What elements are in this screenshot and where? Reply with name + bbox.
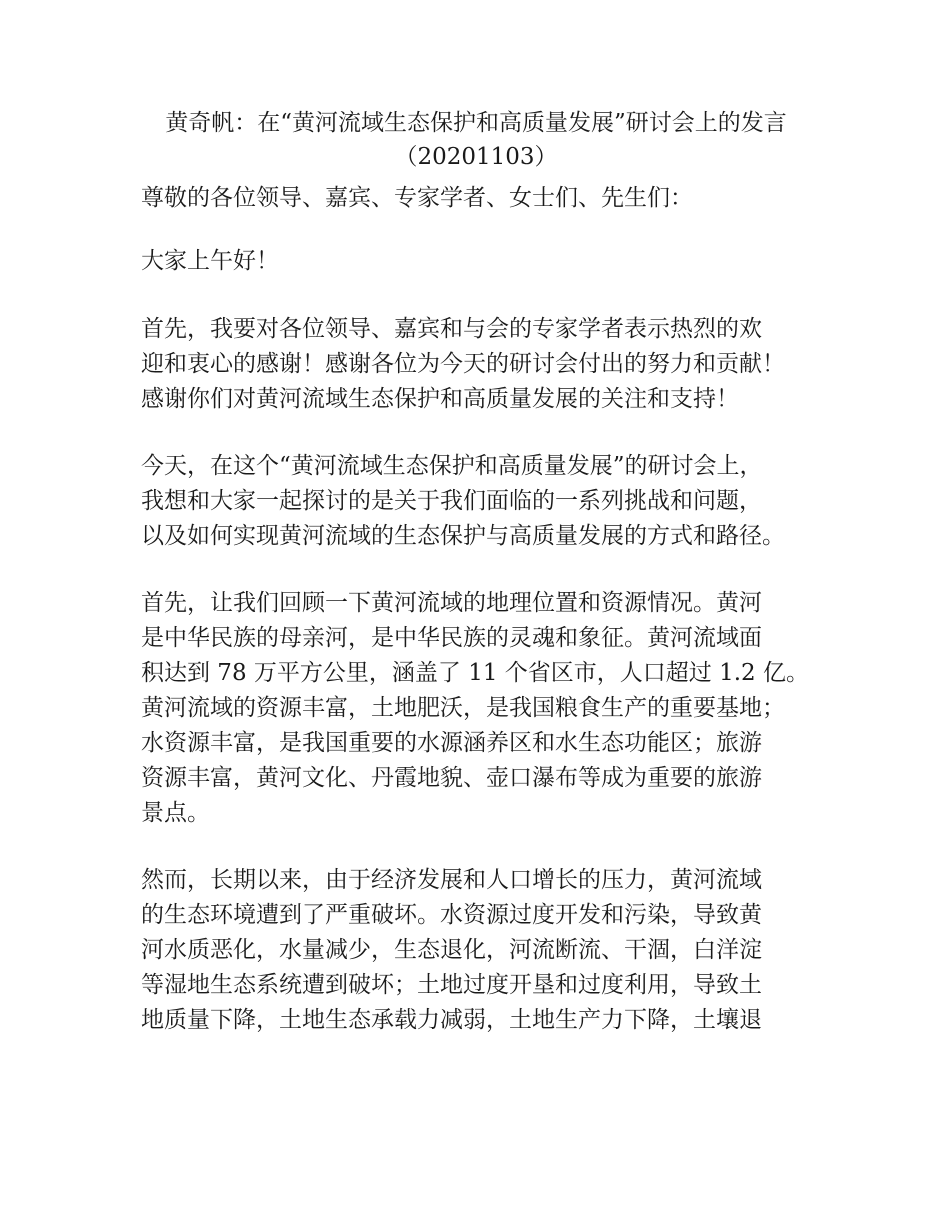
paragraph-line: 河水质恶化，水量减少，生态退化，河流断流、干涸，白洋淀 <box>141 937 762 963</box>
document-page <box>141 106 821 1038</box>
paragraph-line: 尊敬的各位领导、嘉宾、专家学者、女士们、先生们： <box>141 185 693 211</box>
paragraph-line: 水资源丰富，是我国重要的水源涵养区和水生态功能区；旅游 <box>141 730 762 756</box>
paragraph-line: 景点。 <box>141 800 210 826</box>
paragraph-line: 首先，让我们回顾一下黄河流域的地理位置和资源情况。黄河 <box>141 590 762 616</box>
paragraph-line: 然而，长期以来，由于经济发展和人口增长的压力，黄河流域 <box>141 867 762 893</box>
document-date: （20201103） <box>394 144 558 170</box>
paragraph-line: 感谢你们对黄河流域生态保护和高质量发展的关注和支持！ <box>141 386 739 412</box>
paragraph-line: 黄河流域的资源丰富，土地肥沃，是我国粮食生产的重要基地； <box>141 695 785 721</box>
greeting-paragraph <box>141 244 811 279</box>
paragraph-line: 以及如何实现黄河流域的生态保护与高质量发展的方式和路径。 <box>141 523 785 549</box>
paragraph-line: 今天，在这个“黄河流域生态保护和高质量发展”的研讨会上， <box>141 453 763 479</box>
paragraph-line: 地质量下降，土地生态承载力减弱，土地生产力下降，土壤退 <box>141 1007 762 1033</box>
problems-paragraph <box>141 863 811 1038</box>
thanks-paragraph <box>141 312 811 417</box>
paragraph-line: 首先，我要对各位领导、嘉宾和与会的专家学者表示热烈的欢 <box>141 316 762 342</box>
paragraph-line: 资源丰富，黄河文化、丹霞地貌、壶口瀑布等成为重要的旅游 <box>141 765 762 791</box>
paragraph-line: 等湿地生态系统遭到破坏；土地过度开垦和过度利用，导致土 <box>141 972 762 998</box>
geography-paragraph <box>141 586 811 831</box>
paragraph-line: 迎和衷心的感谢！感谢各位为今天的研讨会付出的努力和贡献！ <box>141 351 785 377</box>
paragraph-line: 的生态环境遭到了严重破坏。水资源过度开发和污染，导致黄 <box>141 902 762 928</box>
salutation-paragraph <box>141 181 811 216</box>
paragraph-line: 积达到 78 万平方公里，涵盖了 11 个省区市，人口超过 1.2 亿。 <box>141 660 809 686</box>
topic-paragraph <box>141 449 811 554</box>
document-title: 黄奇帆：在“黄河流域生态保护和高质量发展”研讨会上的发言 <box>165 110 787 136</box>
paragraph-line: 是中华民族的母亲河，是中华民族的灵魂和象征。黄河流域面 <box>141 625 762 651</box>
paragraph-line: 大家上午好！ <box>141 248 279 274</box>
paragraph-line: 我想和大家一起探讨的是关于我们面临的一系列挑战和问题， <box>141 488 762 514</box>
